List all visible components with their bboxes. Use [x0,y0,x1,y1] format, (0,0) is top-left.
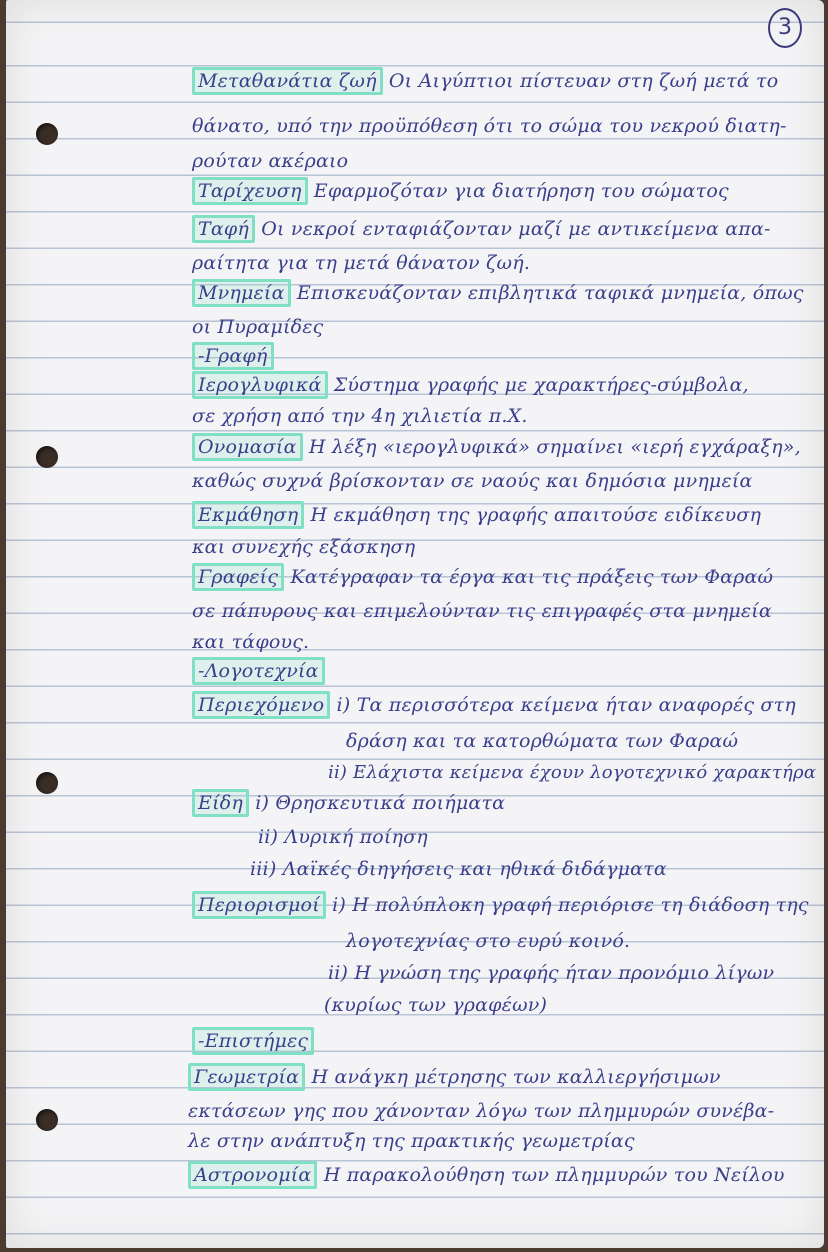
section-heading [192,345,274,367]
note-line [192,504,761,526]
term-highlight: Αστρονομία [188,1161,317,1189]
note-text: λογοτεχνίας στο ευρύ κοινό. [346,930,631,952]
note-text: ii) Ελάχιστα κείμενα έχουν λογοτεχνικό χαρακτήρα [328,762,817,783]
note-line [192,282,804,304]
note-text: Εφαρμοζόταν για διατήρηση του σώματος [313,180,729,202]
note-text: ii) Λυρική ποίηση [258,826,428,848]
binder-hole [36,772,58,794]
note-line [192,374,749,396]
heading-highlight: -Γραφή [192,342,274,370]
binder-hole [36,123,58,145]
note-line [324,994,547,1016]
note-text: Οι νεκροί ενταφιάζονταν μαζί με αντικείμενα απα- [261,218,771,240]
note-line [192,566,773,588]
note-line [192,405,528,427]
note-line [192,694,796,716]
term-highlight: Γεωμετρία [188,1063,305,1091]
note-line [192,894,809,916]
note-text: Η παρακολούθηση των πλημμυρών του Νείλου [323,1164,785,1186]
note-line [328,962,774,984]
note-line [192,631,309,653]
note-line [192,436,801,458]
section-heading [192,1030,314,1052]
term-highlight: Ταφή [192,215,255,243]
note-line [188,1100,774,1122]
note-text: (κυρίως των γραφέων) [324,994,548,1016]
note-line [192,115,787,137]
term-highlight: Ταρίχευση [192,177,308,205]
note-text: iii) Λαϊκές διηγήσεις και ηθικά διδάγματα [250,858,667,880]
term-highlight: Γραφείς [192,563,284,591]
note-line [192,70,778,92]
note-text: θάνατο, υπό την προϋπόθεση ότι το σώμα του νεκρού διατη- [192,115,787,137]
note-text: σε πάπυρους και επιμελούνταν τις επιγραφές στα μνημεία [192,600,772,622]
note-line [192,316,324,338]
note-line [346,930,630,952]
note-line [192,792,505,814]
note-text: ρούταν ακέραιο [192,150,349,172]
note-text: Επισκευάζονταν επιβλητικά ταφικά μνημεία, όπως [296,282,804,304]
note-text: ραίτητα για τη μετά θάνατον ζωή. [192,252,531,274]
note-line [192,150,348,172]
note-text: σε χρήση από την 4η χιλιετία π.Χ. [192,405,528,427]
term-highlight: Περιορισμοί [192,891,326,919]
note-line [192,180,729,202]
term-highlight: Περιεχόμενο [192,691,330,719]
term-highlight: Μεταθανάτια ζωή [192,67,383,95]
note-text: Κατέγραφαν τα έργα και τις πράξεις των Φαραώ [290,566,774,588]
notebook-page [6,0,824,1248]
note-text: καθώς συχνά βρίσκονταν σε ναούς και δημόσια μνημεία [192,470,753,492]
note-text: εκτάσεων γης που χάνονταν λόγω των πλημμυρών συνέβα- [188,1100,775,1122]
note-text: Η ανάγκη μέτρησης των καλλιεργήσιμων [311,1066,721,1088]
note-line [192,536,415,558]
note-line [192,470,753,492]
heading-highlight: -Λογοτεχνία [192,657,325,685]
note-text: ii) Η γνώση της γραφής ήταν προνόμιο λίγων [328,962,775,984]
section-heading [192,660,325,682]
note-text: i) Θρησκευτικά ποιήματα [255,792,506,814]
term-highlight: Είδη [192,789,249,817]
term-highlight: Εκμάθηση [192,501,304,529]
binder-hole [36,446,58,468]
note-text: δράση και τα κατορθώματα των Φαραώ [346,730,739,752]
note-line [188,1164,785,1186]
note-line [258,826,428,848]
note-line [192,600,772,622]
binder-hole [36,1109,58,1131]
note-line [192,252,530,274]
note-line [250,858,667,880]
note-text: i) Η πολύπλοκη γραφή περιόρισε τη διάδοση της [332,894,809,916]
term-highlight: Μνημεία [192,279,291,307]
note-text: λε στην ανάπτυξη της πρακτικής γεωμετρίας [188,1130,635,1152]
heading-highlight: -Επιστήμες [192,1027,314,1055]
note-text: Οι Αιγύπτιοι πίστευαν στη ζωή μετά το [388,70,779,92]
note-text: Η εκμάθηση της γραφής απαιτούσε ειδίκευση [310,504,762,526]
note-line [188,1130,635,1152]
term-highlight: Ιερογλυφικά [192,371,328,399]
note-text: οι Πυραμίδες [192,316,324,338]
term-highlight: Ονομασία [192,433,303,461]
note-text: Σύστημα γραφής με χαρακτήρες-σύμβολα, [333,374,749,396]
note-line [192,218,771,240]
note-line [188,1066,721,1088]
note-line [328,762,816,783]
page-number: 3 [768,8,802,48]
note-line [346,730,738,752]
note-text: και τάφους. [192,631,310,653]
note-text: και συνεχής εξάσκηση [192,536,416,558]
note-text: Η λέξη «ιερογλυφικά» σημαίνει «ιερή εγχάραξη», [308,436,801,458]
note-text: i) Τα περισσότερα κείμενα ήταν αναφορές στη [336,694,796,716]
